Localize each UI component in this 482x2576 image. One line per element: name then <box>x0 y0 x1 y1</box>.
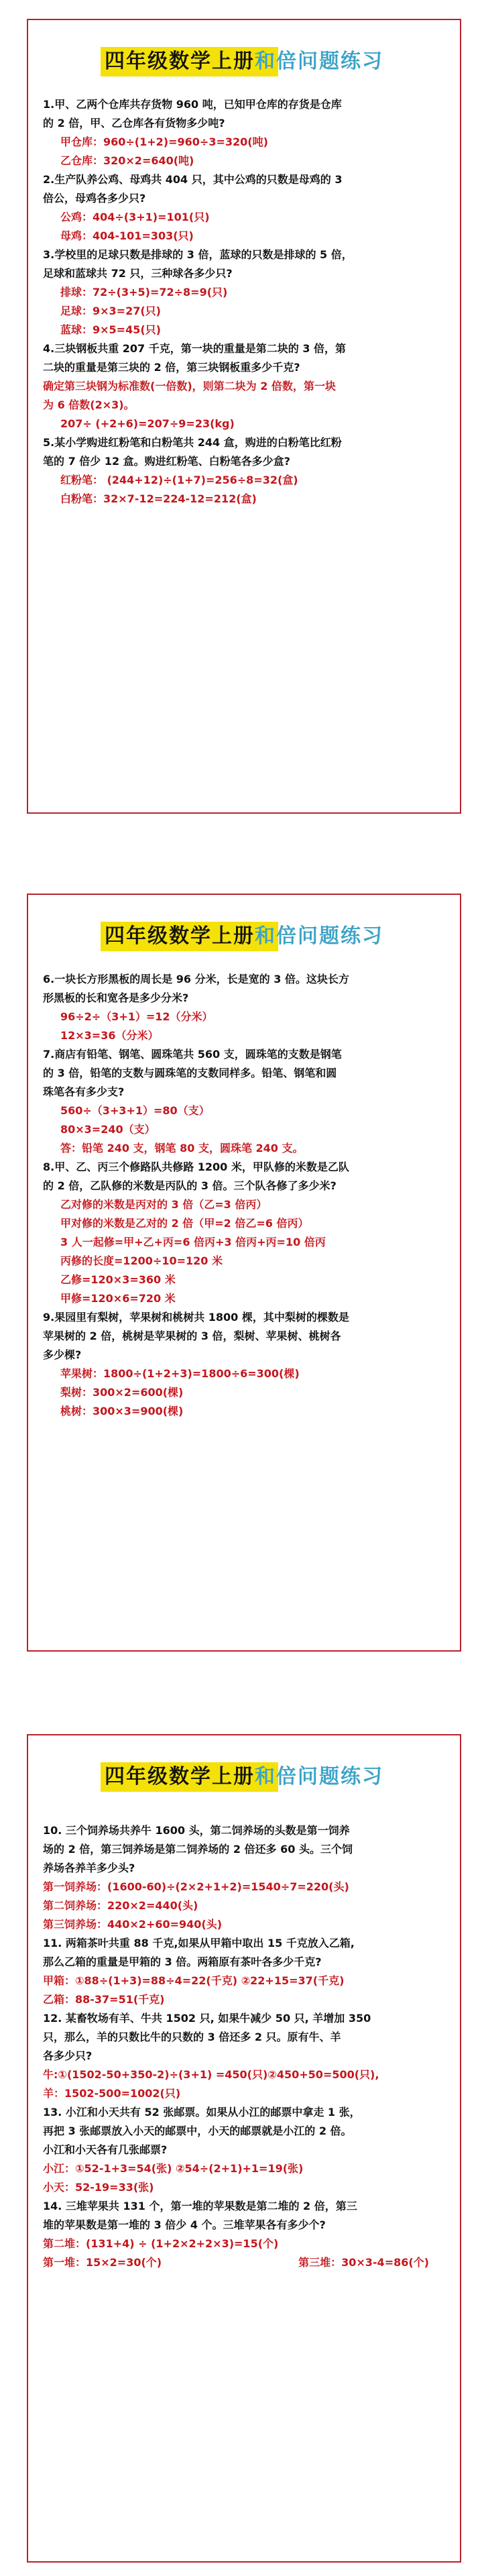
answer-text: 第一堆：15×2=30(个) <box>43 2256 162 2269</box>
question-line: 小江和小天各有几张邮票? <box>43 2143 168 2156</box>
question-line: 13. 小江和小天共有 52 张邮票。如果从小江的邮票中拿走 1 张， <box>43 2106 361 2118</box>
problem-list <box>43 970 449 1421</box>
question-line: 养场各养羊多少头? <box>43 1862 135 1874</box>
question-line: 那么乙箱的重量是甲箱的 3 倍。两箱原有茶叶各多少千克? <box>43 1955 322 1968</box>
question-line: 8.甲、乙、丙三个修路队共修路 1200 米，甲队修的米数是乙队 <box>43 1161 349 1173</box>
answer-line: 梨树：300×2=600(棵) <box>60 1386 184 1399</box>
question-line: 11. 两箱茶叶共重 88 千克,如果从甲箱中取出 15 千克放入乙箱, <box>43 1937 355 1949</box>
answer-line: 排球：72÷(3+5)=72÷8=9(只) <box>60 286 228 299</box>
worksheet-page-3 <box>27 1734 461 2563</box>
problem-list <box>43 1821 449 2272</box>
answer-line <box>43 2253 449 2272</box>
answer-line: 乙对修的米数是丙对的 3 倍（乙=3 倍丙） <box>60 1198 267 1211</box>
question-line: 10. 三个饲养场共养牛 1600 头，第二饲养场的头数是第一饲养 <box>43 1824 350 1837</box>
question-line: 12. 某畜牧场有羊、牛共 1502 只, 如果牛减少 50 只, 羊增加 350 <box>43 2012 371 2025</box>
answer-line: 蓝球：9×5=45(只) <box>60 323 161 336</box>
answer-line: 甲修=120×6=720 米 <box>60 1292 176 1305</box>
answer-line: 母鸡：404-101=303(只) <box>60 229 194 242</box>
question-line: 足球和蓝球共 72 只，三种球各多少只? <box>43 267 233 280</box>
answer-line: 公鸡：404÷(3+1)=101(只) <box>60 211 210 223</box>
page-title: 四年级数学上册和倍问题练习 <box>28 44 460 79</box>
question-line: 多少棵? <box>43 1348 82 1361</box>
question-line: 7.商店有铅笔、钢笔、圆珠笔共 560 支，圆珠笔的支数是钢笔 <box>43 1048 342 1061</box>
answer-line: 3 人一起修=甲+乙+丙=6 倍丙+3 倍丙+丙=10 倍丙 <box>60 1236 326 1248</box>
answer-line: 第三饲养场：440×2+60=940(头) <box>43 1918 223 1931</box>
question-line: 场的 2 倍，第三饲养场是第二饲养场的 2 倍还多 60 头。三个饲 <box>43 1843 353 1856</box>
page-title: 四年级数学上册和倍问题练习 <box>28 1760 460 1794</box>
answer-line: 甲对修的米数是乙对的 2 倍（甲=2 倍乙=6 倍丙） <box>60 1217 309 1230</box>
question-line: 5.某小学购进红粉笔和白粉笔共 244 盒，购进的白粉笔比红粉 <box>43 436 342 449</box>
answer-line: 桃树：300×3=900(棵) <box>60 1405 184 1417</box>
answer-line: 足球：9×3=27(只) <box>60 305 161 317</box>
question-line: 的 3 倍，铅笔的支数与圆珠笔的支数同样多。铅笔、钢笔和圆 <box>43 1067 337 1079</box>
answer-line: 96÷2÷（3+1）=12（分米） <box>60 1010 213 1023</box>
question-line: 各多少只? <box>43 2049 93 2062</box>
answer-line: 答：铅笔 240 支，钢笔 80 支，圆珠笔 240 支。 <box>60 1142 304 1155</box>
answer-line: 小天：52-19=33(张) <box>43 2181 154 2194</box>
answer-line: 为 6 倍数(2×3)。 <box>43 398 135 411</box>
question-line: 珠笔各有多少支? <box>43 1085 125 1098</box>
question-line: 二块的重量是第三块的 2 倍，第三块钢板重多少千克? <box>43 361 300 374</box>
answer-line: 560÷（3+3+1）=80（支） <box>60 1104 210 1117</box>
answer-line: 207÷ (+2+6)=207÷9=23(kg) <box>60 417 235 430</box>
answer-line: 甲仓库：960÷(1+2)=960÷3=320(吨) <box>60 136 268 148</box>
question-line: 形黑板的长和宽各是多少分米? <box>43 991 189 1004</box>
answer-line: 红粉笔： (244+12)÷(1+7)=256÷8=32(盒) <box>60 474 298 486</box>
answer-line: 80×3=240（支） <box>60 1123 156 1136</box>
answer-line: 甲箱：①88÷(1+3)=88÷4=22(千克) ②22+15=37(千克) <box>43 1974 345 1987</box>
answer-line: 羊：1502-500=1002(只) <box>43 2087 181 2100</box>
answer-line: 第二饲养场：220×2=440(头) <box>43 1899 198 1912</box>
answer-line: 乙箱：88-37=51(千克) <box>43 1993 165 2006</box>
answer-line: 丙修的长度=1200÷10=120 米 <box>60 1254 223 1267</box>
question-line: 9.果园里有梨树，苹果树和桃树共 1800 棵，其中梨树的棵数是 <box>43 1311 349 1324</box>
question-line: 只，那么，羊的只数比牛的只数的 3 倍还多 2 只。原有牛、羊 <box>43 2031 341 2043</box>
question-line: 再把 3 张邮票放入小天的邮票中，小天的邮票就是小江的 2 倍。 <box>43 2125 352 2137</box>
answer-line: 小江：①52-1+3=54(张) ②54÷(2+1)+1=19(张) <box>43 2162 304 2175</box>
answer-line: 乙修=120×3=360 米 <box>60 1273 176 1286</box>
question-line: 倍公，母鸡各多少只? <box>43 192 146 205</box>
problem-list <box>43 95 449 508</box>
question-line: 堆的苹果数是第一堆的 3 倍少 4 个。三堆苹果各有多少个? <box>43 2218 326 2231</box>
answer-text: 第三堆：30×3-4=86(个) <box>298 2256 429 2269</box>
worksheet-page-1 <box>27 19 461 814</box>
question-line: 6.一块长方形黑板的周长是 96 分米，长是宽的 3 倍。这块长方 <box>43 973 349 985</box>
answer-line: 第二堆：(131+4) ÷ (1+2×2+2×3)=15(个) <box>43 2237 279 2250</box>
question-line: 的 2 倍，乙队修的米数是丙队的 3 倍。三个队各修了多少米? <box>43 1179 337 1192</box>
question-line: 的 2 倍，甲、乙仓库各有货物多少吨? <box>43 117 225 129</box>
question-line: 苹果树的 2 倍，桃树是苹果树的 3 倍，梨树、苹果树、桃树各 <box>43 1330 341 1342</box>
answer-line: 确定第三块钢为标准数(一倍数)，则第二块为 2 倍数，第一块 <box>43 380 336 392</box>
question-line: 4.三块钢板共重 207 千克，第一块的重量是第二块的 3 倍，第 <box>43 342 347 355</box>
question-line: 14. 三堆苹果共 131 个，第一堆的苹果数是第二堆的 2 倍，第三 <box>43 2200 357 2212</box>
worksheet-page-2 <box>27 894 461 1652</box>
answer-line: 苹果树：1800÷(1+2+3)=1800÷6=300(棵) <box>60 1367 300 1380</box>
question-line: 1.甲、乙两个仓库共存货物 960 吨，已知甲仓库的存货是仓库 <box>43 98 342 111</box>
answer-line: 第一饲养场：(1600-60)÷(2×2+1+2)=1540÷7=220(头) <box>43 1880 349 1893</box>
question-line: 2.生产队养公鸡、母鸡共 404 只，其中公鸡的只数是母鸡的 3 <box>43 173 343 186</box>
answer-line: 12×3=36（分米） <box>60 1029 159 1042</box>
answer-line: 白粉笔：32×7-12=224-12=212(盒) <box>60 492 257 505</box>
page-title: 四年级数学上册和倍问题练习 <box>28 919 460 954</box>
answer-line: 乙仓库：320×2=640(吨) <box>60 154 194 167</box>
answer-line: 牛:①(1502-50+350-2)÷(3+1) =450(只)②450+50=500(只), <box>43 2068 379 2081</box>
question-line: 3.学校里的足球只数是排球的 3 倍，蓝球的只数是排球的 5 倍， <box>43 248 353 261</box>
question-line: 笔的 7 倍少 12 盒。购进红粉笔、白粉笔各多少盒? <box>43 455 290 468</box>
